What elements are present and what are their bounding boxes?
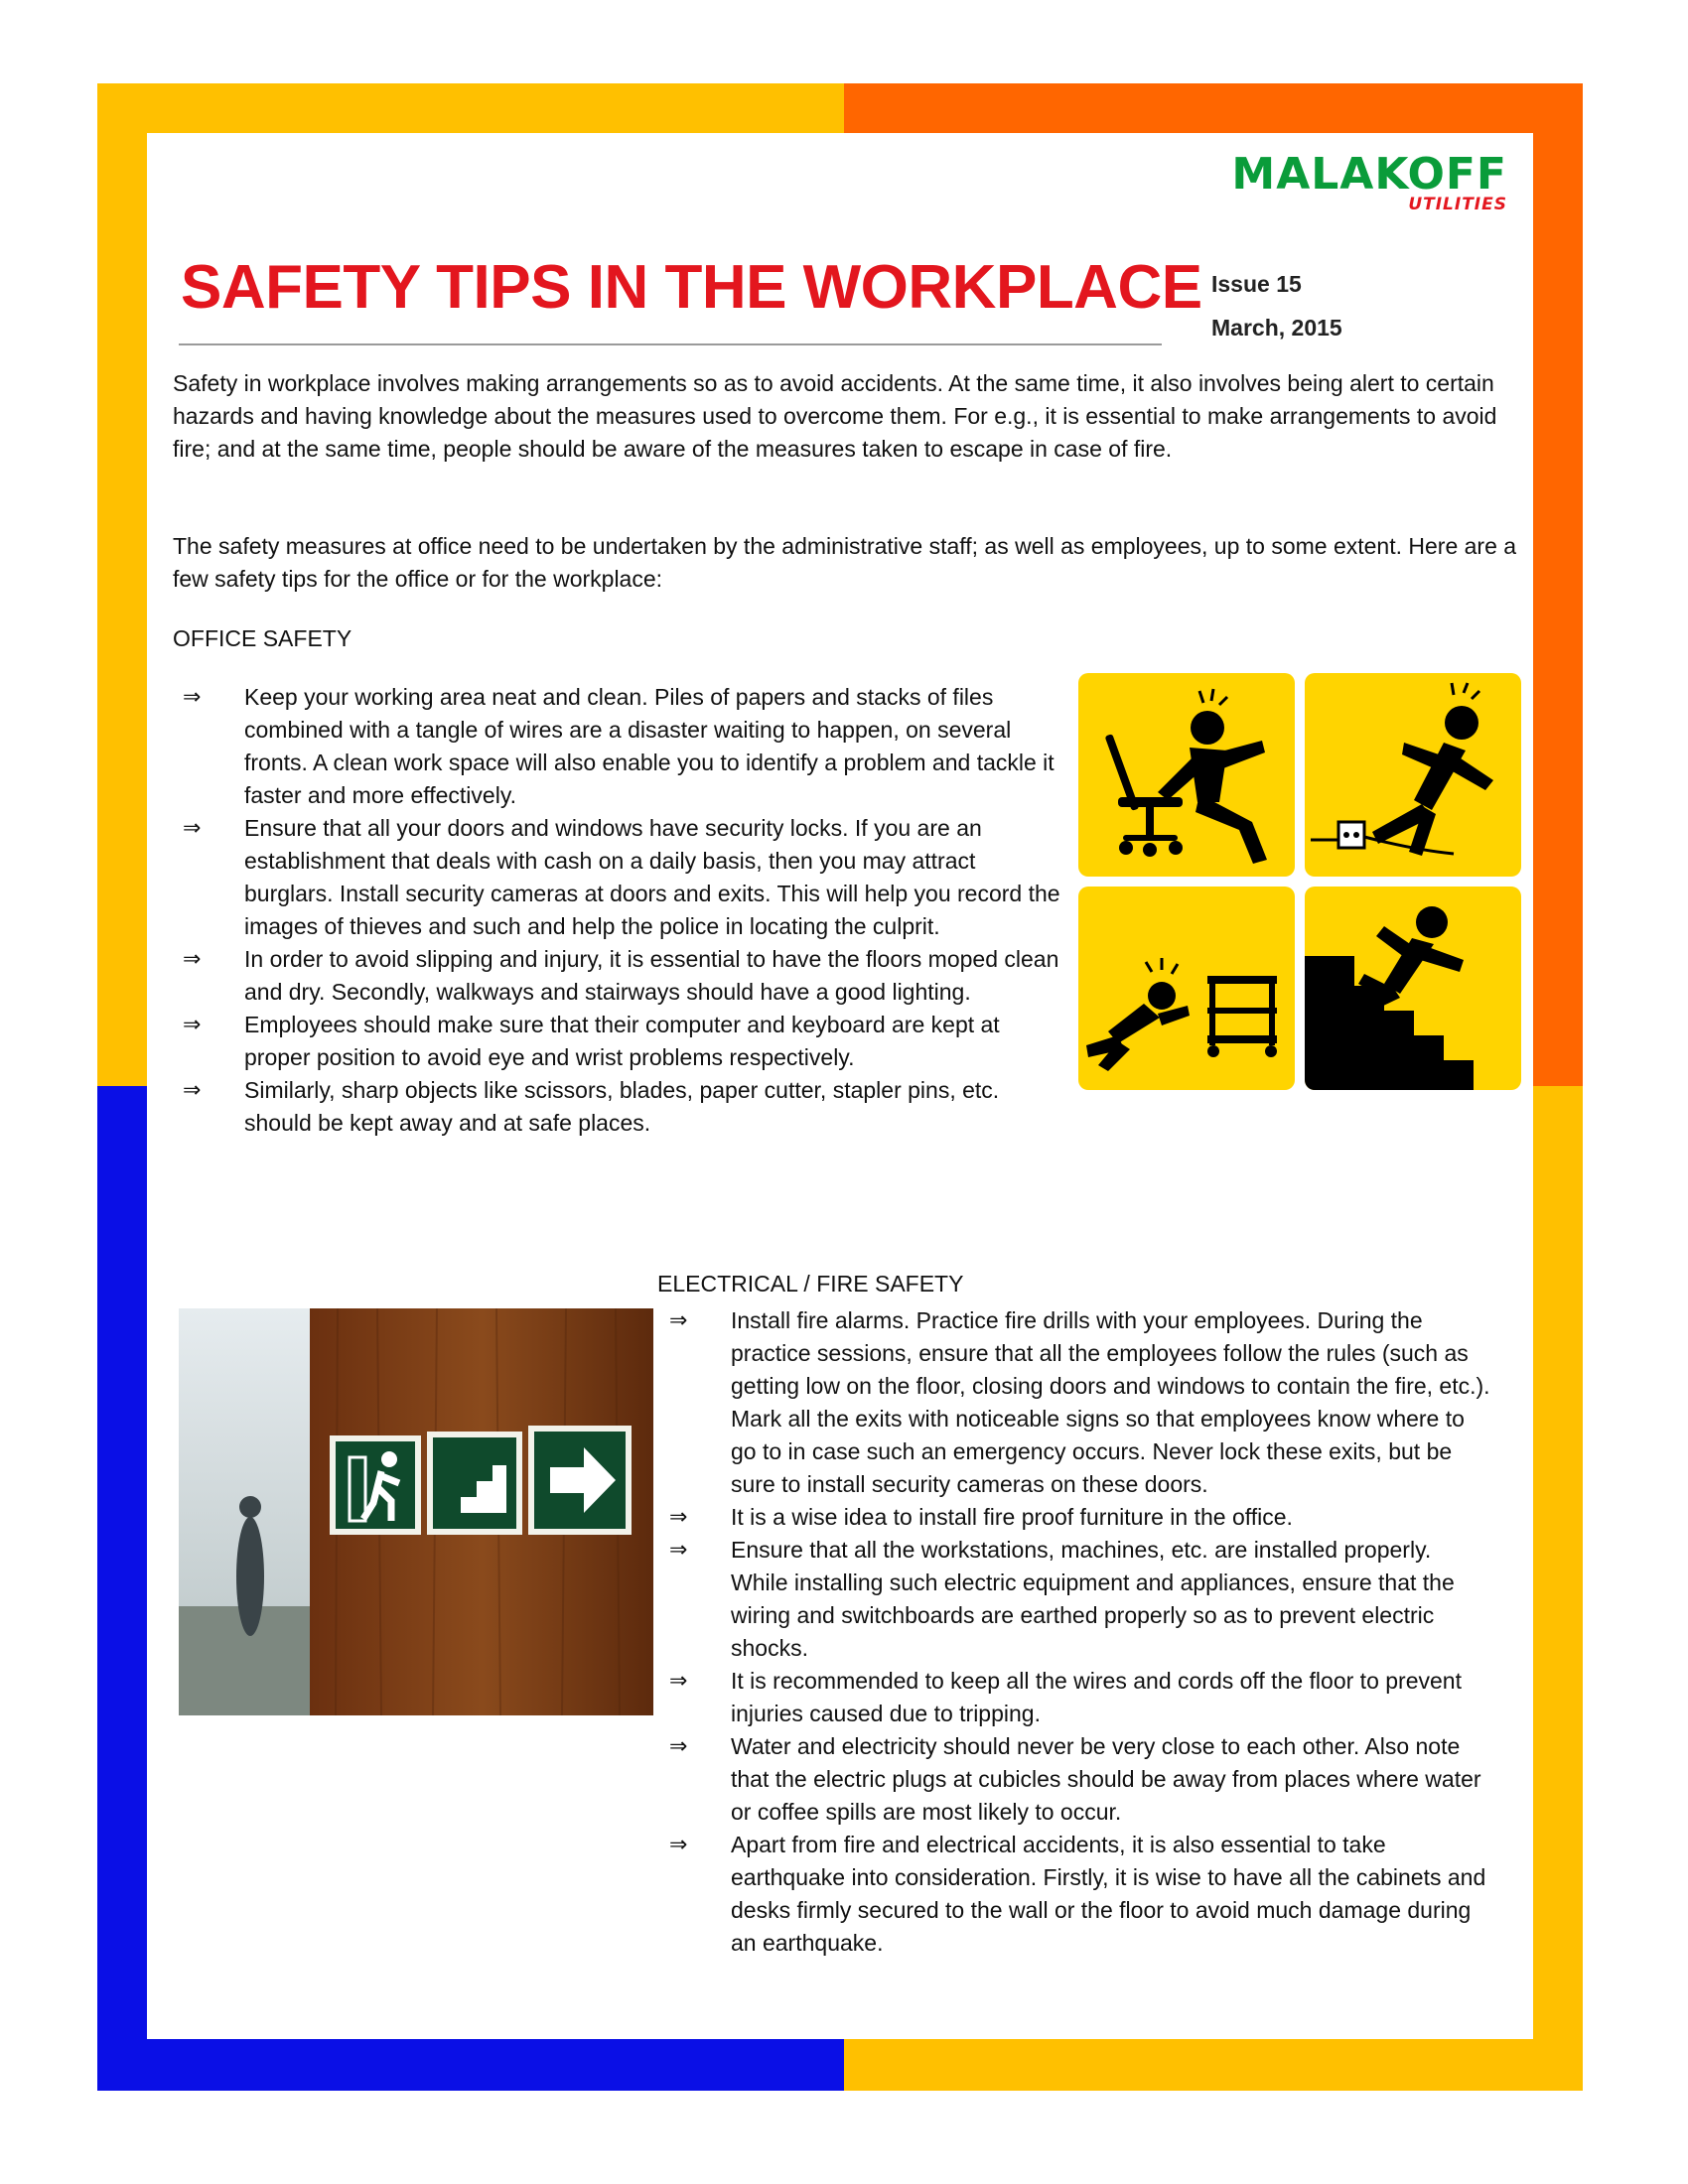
hazard-pictograms: [1078, 673, 1521, 1090]
arrow-bullet-icon: ⇒: [183, 1013, 202, 1037]
company-logo: [1231, 149, 1507, 214]
office-safety-heading: OFFICE SAFETY: [173, 625, 352, 651]
page-content: [147, 133, 1533, 2039]
arrow-bullet-icon: ⇒: [669, 1669, 688, 1694]
logo-sub-text: UTILITIES: [1408, 195, 1507, 214]
office-safety-list: [183, 681, 1066, 1140]
list-item: ⇒ It is a wise idea to install fire proof furniture in the office.: [669, 1501, 1493, 1534]
emergency-exit-photo: [179, 1308, 653, 1715]
obstacle-fall-hazard-icon: [1078, 887, 1295, 1090]
electrical-fire-safety-list: [669, 1304, 1493, 1960]
list-item: ⇒ Water and electricity should never be very close to each other. Also note that the electric plugs at cubicles should be away from places where water or coffee spills are most likely to occur.: [669, 1730, 1493, 1829]
list-item: ⇒ It is recommended to keep all the wires and cords off the floor to prevent injuries caused due to tripping.: [669, 1665, 1493, 1730]
page-frame: [97, 83, 1583, 2091]
chair-fall-hazard-icon: [1078, 673, 1295, 877]
list-item: ⇒ Ensure that all the workstations, machines, etc. are installed properly. While installing such electric equipment and appliances, ensure that the wiring and switchboards are earthed properly so as to prevent electric shocks.: [669, 1534, 1493, 1665]
list-item: ⇒ Similarly, sharp objects like scissors, blades, paper cutter, stapler pins, etc. should be kept away and at safe places.: [183, 1074, 1066, 1140]
title-divider: [179, 343, 1162, 345]
list-item: ⇒ Keep your working area neat and clean. Piles of papers and stacks of files combined with a tangle of wires are a disaster waiting to happen, on several fronts. A clean work space will also enable you to identify a problem and tackle it faster and more effectively.: [183, 681, 1066, 812]
issue-number: Issue 15: [1211, 271, 1302, 297]
list-item: ⇒ Install fire alarms. Practice fire drills with your employees. During the practice sessions, ensure that all the employees follow the rules (such as getting low on the floor, closing doors and windows to contain the fire, etc.). Mark all the exits with noticeable signs so that employees know where to go to in case such an emergency occurs. Never lock these exits, but be sure to install security cameras on these doors.: [669, 1304, 1493, 1501]
list-item: ⇒ Employees should make sure that their computer and keyboard are kept at proper position to avoid eye and wrist problems respectively.: [183, 1009, 1066, 1074]
issue-date: March, 2015: [1211, 315, 1342, 341]
issue-info: [1211, 262, 1342, 349]
list-item: ⇒ Ensure that all your doors and windows have security locks. If you are an establishment that deals with cash on a daily basis, then you may attract burglars. Install security cameras at doors and exits. This will help you record the images of thieves and such and help the police in locating the culprit.: [183, 812, 1066, 943]
arrow-bullet-icon: ⇒: [183, 816, 202, 841]
arrow-bullet-icon: ⇒: [183, 1078, 202, 1103]
arrow-bullet-icon: ⇒: [669, 1734, 688, 1759]
electrical-fire-safety-heading: ELECTRICAL / FIRE SAFETY: [657, 1271, 964, 1297]
logo-main-text: MALAKOFF: [1231, 149, 1507, 200]
intro-paragraph: Safety in workplace involves making arrangements so as to avoid accidents. At the same time, it also involves being alert to certain hazards and having knowledge about the measures used to overcome them. For e.g., it is essential to make arrangements to avoid fire; and at the same time, people should be aware of the measures taken to escape in case of fire.: [173, 370, 1497, 462]
arrow-bullet-icon: ⇒: [669, 1308, 688, 1333]
arrow-bullet-icon: ⇒: [183, 685, 202, 710]
intro-paragraph: The safety measures at office need to be undertaken by the administrative staff; as well as employees, up to some extent. Here are a few safety tips for the office or for the workplace:: [173, 533, 1517, 592]
arrow-bullet-icon: ⇒: [669, 1833, 688, 1857]
arrow-bullet-icon: ⇒: [669, 1505, 688, 1530]
arrow-bullet-icon: ⇒: [183, 947, 202, 972]
stairs-fall-hazard-icon: [1305, 887, 1521, 1090]
list-item: ⇒ Apart from fire and electrical accidents, it is also essential to take earthquake into consideration. Firstly, it is wise to have all the cabinets and desks firmly secured to the wall or the floor to avoid much damage during an earthquake.: [669, 1829, 1493, 1960]
list-item: ⇒ In order to avoid slipping and injury, it is essential to have the floors moped clean and dry. Secondly, walkways and stairways should have a good lighting.: [183, 943, 1066, 1009]
arrow-bullet-icon: ⇒: [669, 1538, 688, 1563]
trip-cord-hazard-icon: [1305, 673, 1521, 877]
page-title: SAFETY TIPS IN THE WORKPLACE: [181, 253, 1202, 322]
